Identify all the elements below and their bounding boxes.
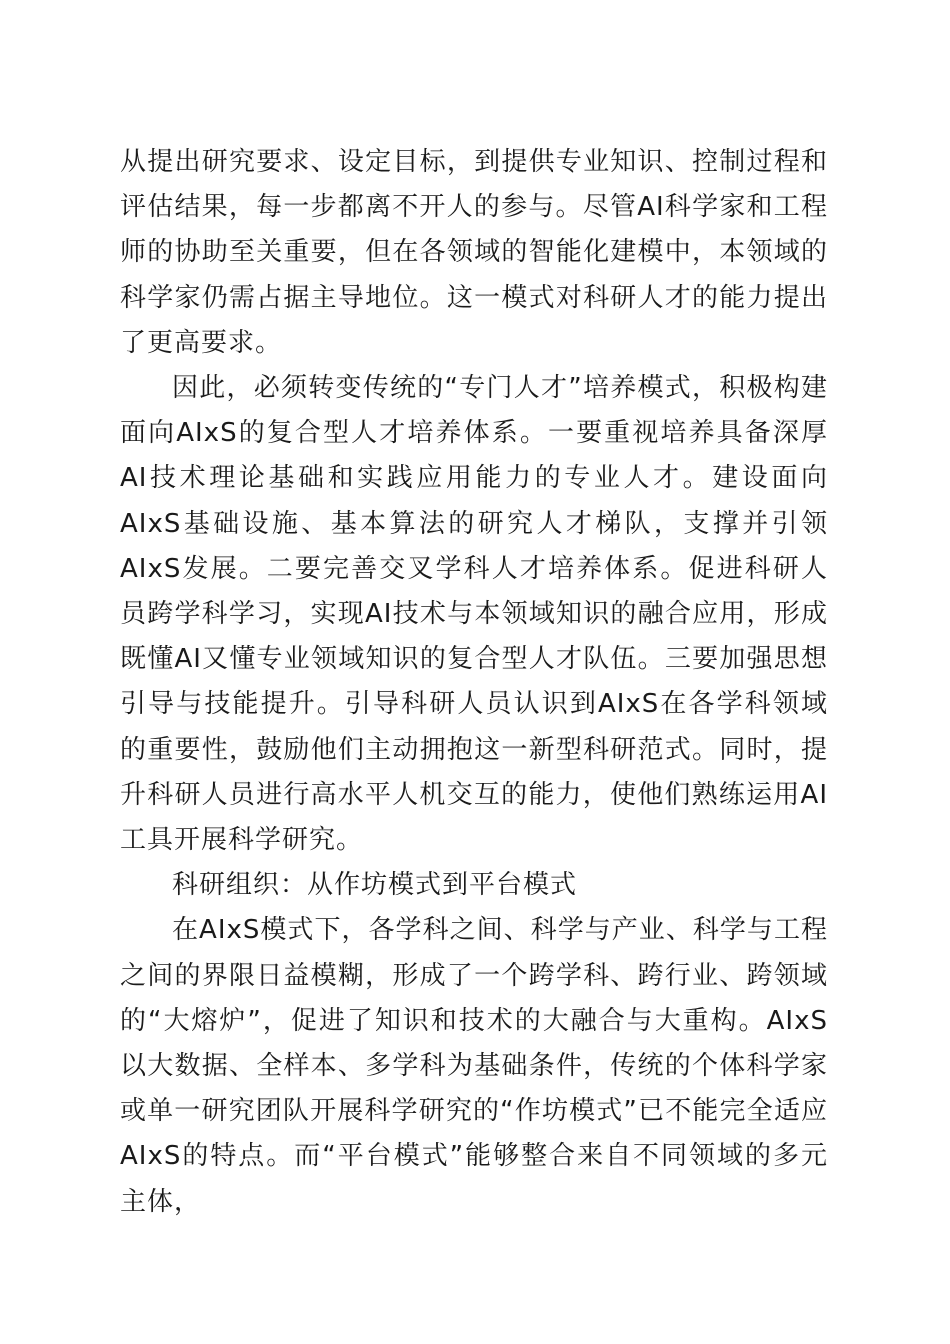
body-text [120, 140, 828, 1225]
paragraph-2: 因此，必须转变传统的“专门人才”培养模式，积极构建面向AIxS的复合型人才培养体系。一要重视培养具备深厚AI技术理论基础和实践应用能力的专业人才。建设面向AIxS基础设施、基本算法的研究人才梯队，支撑并引领AIxS发展。二要完善交叉学科人才培养体系。促进科研人员跨学科学习，实现AI技术与本领域知识的融合应用，形成既懂AI又懂专业领域知识的复合型人才队伍。三要加强思想引导与技能提升。引导科研人员认识到AIxS在各学科领域的重要性，鼓励他们主动拥抱这一新型科研范式。同时，提升科研人员进行高水平人机交互的能力，使他们熟练运用AI工具开展科学研究。 [120, 373, 828, 856]
paragraph-3: 在AIxS模式下，各学科之间、科学与产业、科学与工程之间的界限日益模糊，形成了一个跨学科、跨行业、跨领域的“大熔炉”，促进了知识和技术的大融合与大重构。AIxS以大数据、全样本、多学科为基础条件，传统的个体科学家或单一研究团队开展科学研究的“作坊模式”已不能完全适应AIxS的特点。而“平台模式”能够整合来自不同领域的多元主体， [120, 915, 828, 1217]
section-subheading: 科研组织：从作坊模式到平台模式 [172, 870, 578, 901]
paragraph-1: 从提出研究要求、设定目标，到提供专业知识、控制过程和评估结果，每一步都离不开人的参与。尽管AI科学家和工程师的协助至关重要，但在各领域的智能化建模中，本领域的科学家仍需占据主导地位。这一模式对科研人才的能力提出了更高要求。 [120, 147, 828, 358]
